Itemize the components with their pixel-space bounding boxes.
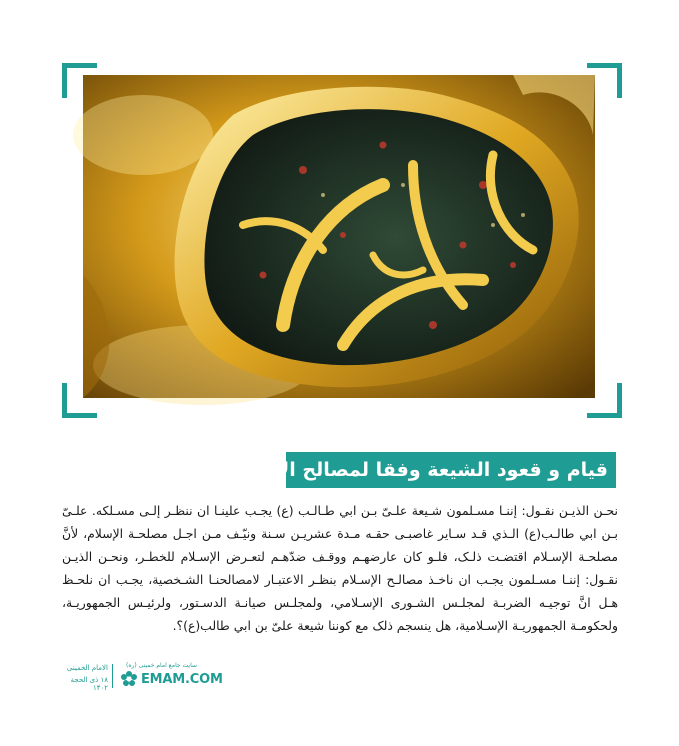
body-paragraph [62, 499, 618, 637]
page-title: قیام و قعود الشیعة وفقا لمصالح الإسلام [286, 452, 616, 488]
flower-logo-icon [120, 670, 138, 688]
footer-branding [62, 662, 222, 692]
site-logo[interactable] [120, 670, 223, 688]
hero-image [83, 75, 595, 398]
quote-text: نحـن الذیـن نقـول: إننـا مسـلمون شـیعة علـیّ بـن ابي طـالـب (ع) یجـب علینـا ان ننظـر إلـی مسـلکه. علـیّ بـن ابي طالـب(ع) الـذي قـد سـایر غاصبـی حقـه مـدة عشریـن سـنة ونیّـف مـن اجـل مصلحـة الإسلام، لأنَّ مصلحـة الإسـلام اقتضـت ذلـک، فلـو کان عارضهـم ووقـف ضدّهـم لتعـرض الإسـلام للخطـر، ونحـن الذیـن نقـول: إننـا مسـلمون یجـب ان ناخـذ مصالـح الإسـلام بنظـر الاعتبـار لامصالحنـا الشـخصیة، یجـب ان نلحـظ هـل انَّ توجیـه الضربـة لمجلـس الشـوری الإسـلامي، ولمجلـس صیانـة الدسـتور، ولرئیـس الجمهوریـة، ولحکومـة الجمهوریـة الإسـلامیة، هل ینسجم ذلک مع کوننا شیعة علیّ بن ابي طالب(ع)؟. [62, 503, 618, 633]
date-label: ۱۸ ذی الحجة ۱۴۰۲ [70, 676, 108, 692]
site-caption: سایت جامع امام خمینی (ره) [126, 662, 197, 669]
footer-divider [112, 664, 113, 688]
logo-text: EMAM.COM [141, 671, 223, 687]
author-label: الامام الخمینی [66, 664, 108, 672]
calligraphy-artwork [83, 75, 595, 398]
